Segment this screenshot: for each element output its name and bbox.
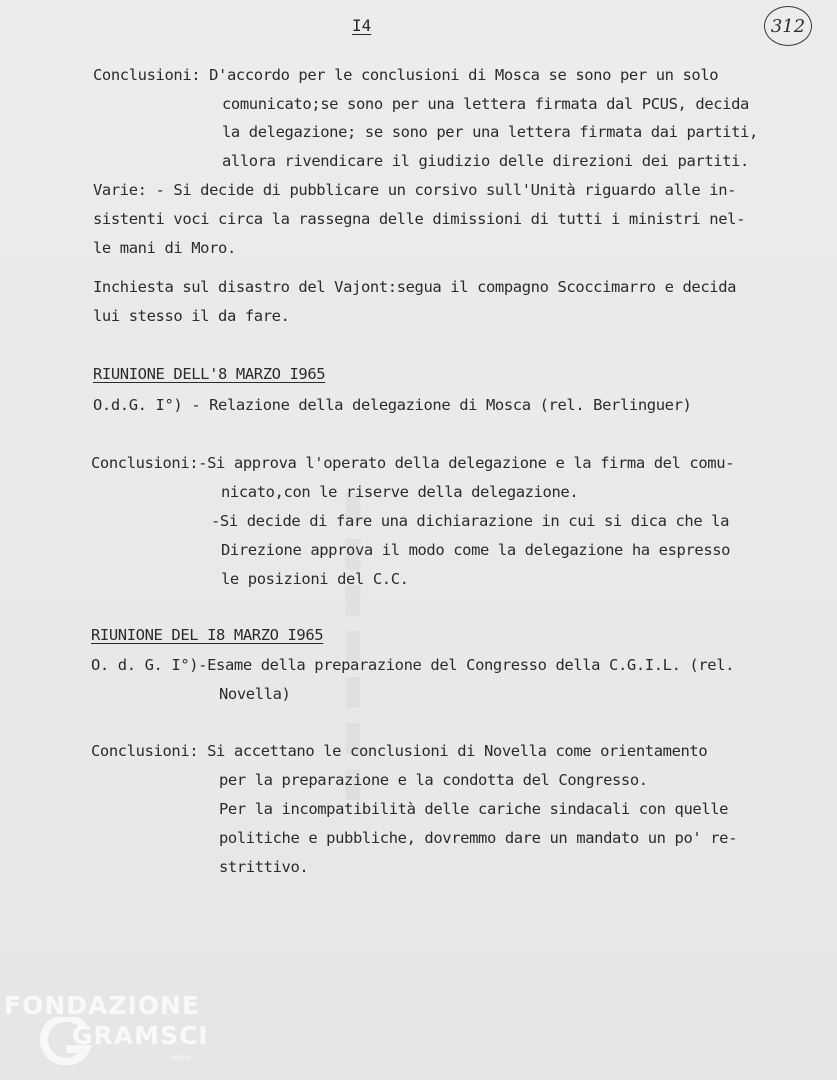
text-line: Conclusioni:-Si approva l'operato della delegazione e la firma del comu- — [91, 454, 735, 472]
bleed-through-shadow: ▮▮▮▮▮▮▮ — [330, 488, 376, 810]
text-line: Per la incompatibilità delle cariche sindacali con quelle — [219, 800, 729, 818]
text-line: nicato,con le riserve della delegazione. — [221, 483, 579, 501]
text-line: Varie: - Si decide di pubblicare un corsivo sull'Unità riguardo alle in- — [93, 181, 737, 199]
text-line: per la preparazione e la condotta del Congresso. — [219, 771, 648, 789]
text-line: comunicato;se sono per una lettera firmata dal PCUS, decida — [222, 95, 749, 113]
text-line: sistenti voci circa la rassegna delle dimissioni di tutti i ministri nel- — [93, 210, 746, 228]
watermark-line2: GRAMSCI — [72, 1021, 209, 1050]
text-line: lui stesso il da fare. — [93, 307, 290, 325]
page-number: I4 — [352, 16, 372, 35]
section-heading: RIUNIONE DEL I8 MARZO I965 — [91, 626, 324, 644]
text-line: politiche e pubbliche, dovremmo dare un mandato un po' re- — [219, 829, 738, 847]
text-line: O.d.G. I°) - Relazione della delegazione di Mosca (rel. Berlinguer) — [93, 396, 692, 414]
text-line: Conclusioni: D'accordo per le conclusioni di Mosca se sono per un solo — [93, 66, 719, 84]
text-line: le mani di Moro. — [93, 239, 236, 257]
section-heading: RIUNIONE DELL'8 MARZO I965 — [93, 365, 326, 383]
text-line: le posizioni del C.C. — [221, 570, 409, 588]
text-line: -Si decide di fare una dichiarazione in cui si dica che la — [211, 512, 730, 530]
text-line: Direzione approva il modo come la delegazione ha espresso — [221, 541, 731, 559]
stamp-number: 312 — [770, 15, 806, 37]
text-line: Inchiesta sul disastro del Vajont:segua il compagno Scoccimarro e decida — [93, 278, 737, 296]
text-line: Novella) — [219, 685, 291, 703]
watermark-line1: FONDAZIONE — [4, 991, 201, 1020]
fondazione-gramsci-watermark — [0, 985, 230, 1080]
text-line: allora rivendicare il giudizio delle direzioni dei partiti. — [222, 152, 749, 170]
text-line: O. d. G. I°)-Esame della preparazione del Congresso della C.G.I.L. (rel. — [91, 656, 735, 674]
text-line: strittivo. — [219, 858, 309, 876]
archive-stamp — [764, 6, 812, 46]
text-line: Conclusioni: Si accettano le conclusioni di Novella come orientamento — [91, 742, 708, 760]
text-line: la delegazione; se sono per una lettera firmata dai partiti, — [222, 123, 758, 141]
watermark-onlus: onlus — [170, 1053, 192, 1062]
